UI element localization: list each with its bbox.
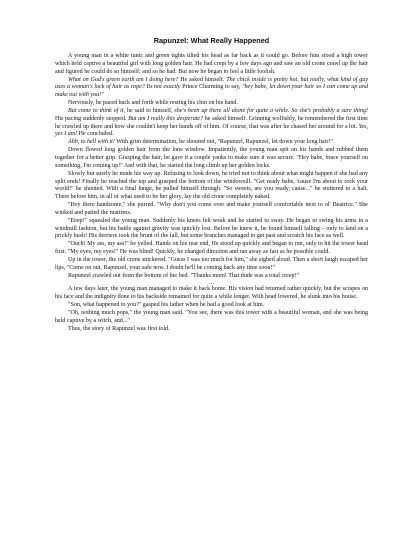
text-run: He asked himself. (178, 76, 227, 83)
text-run: "Ouch! My ass, my ass!" he yelled. Hands on his rear end, He stood up quickly and began to run, only to hit the tower head first. "My eyes, my eyes!" He was blind! Quickly, he changed direction and ran away as fast as he possible could. (55, 241, 368, 256)
paragraph (55, 310, 368, 326)
italic-text: Yes, yes I am! (55, 123, 368, 138)
paragraph (55, 326, 368, 334)
text-run: Up in the tower, the old crone snickered. "Guess I was too much for him," she sighed aloud. Then a short laugh escaped her lips, "Come on out, Rapunzel, your safe now. I doubt he'll be coming back any time soon!" (55, 256, 368, 271)
text-run: he asked himself. Grinning wolfishly, he remembered the first time he crawled up there and how she couldn't keep her hands off of him. Of course, that was after he chased her around for a bit. (55, 115, 368, 130)
paragraph (55, 77, 368, 101)
text-run: With grim determination, he shouted out, "Rapunzel, Rapunzel, let down your long hair!" (114, 139, 333, 146)
paragraph (55, 302, 368, 310)
text-run: "Eeep!" squealed the young man. Suddenly his knees felt weak and he started to sway. He began to swing his arms in a windmill fashion, but his battle against gravity was quickly lost. Before he knew it, he found himself falling – only to land on a prickly bush! His derriere took the brunt of the fall, but some branches managed to get past and scratch his face as well. (55, 217, 368, 240)
italic-text: But come to think of it, (68, 107, 126, 114)
paragraph (55, 53, 368, 77)
italic-text: she's been up there all alone for quite a while. So she's probably a sure thing! (174, 107, 368, 114)
text-run: Nervously, he paced back and forth while resting his chin on his hand. (68, 100, 238, 107)
italic-text: Ahh, to hell with it! (68, 139, 115, 146)
paragraph (55, 218, 368, 242)
text-run: Slowly but surely he made his way up. Refusing to look down, he tried not to think about what might happen if she had any split ends! Finally he reached the top and grasped the bottom of the windowsill. "Get ready babe, 'cause I'm about to rock your world!" he shouted. With a final lunge, he pulled himself through. "So sweets, are you ready, cause..." he stuttered to a halt. There before him, in all of what used to be her glory, lay the old crone completely naked. (55, 170, 368, 201)
text-run: A few days later, the young man managed to make it back home. His vision had returned rather quickly, but the scrapes on his face and the indignity done to his backside remained for quite a while longer. With head lowered, he slunk into his house. (55, 286, 368, 301)
paragraph (55, 273, 368, 281)
text-run: His pacing suddenly stopped. (55, 115, 129, 122)
paragraph (55, 147, 368, 171)
text-run: Prince Charming to say, (182, 84, 242, 91)
text-run: "Son, what happened to you?" gasped his father when he had a good look at him. (68, 302, 265, 309)
text-run: A young man in a white tunic and green tights tilted his head as far back as it could go. Before him stood a high tower which held captive a beautiful girl with long golden hair. He had crept by a few days ago and saw an old crone crawl up the hair and figured he could do so himself; and so he had. But now he began to feel a little foolish. (55, 53, 368, 75)
paragraph (55, 257, 368, 273)
text-run: "Oh, nothing much pops," the young man said. "You see, there was this tower with a beautiful woman, and she was being held captive by a witch, and..." (55, 310, 368, 324)
italic-text: What on God's green earth am I doing here? (68, 76, 179, 83)
paragraph (55, 286, 368, 302)
italic-text: "hey babe, let down your hair so I can come up and make out with you!" (55, 84, 368, 99)
italic-text: But am I really this desperate? (128, 115, 204, 122)
paragraph (55, 139, 368, 147)
italic-text: The chick inside is pretty hot, but really, what kind of guy uses a woman's lock of hair as rope? Its not exactly (55, 76, 369, 91)
paragraph (55, 241, 368, 257)
text-run: Rapunzel crawled out from the bottom of her bed. "Thanks mom! That dude was a total creep!" (68, 272, 300, 279)
paragraph (55, 108, 368, 139)
paragraph (55, 202, 368, 218)
paragraph (55, 171, 368, 202)
document-body (55, 53, 368, 334)
text-run: Down flowed long golden hair from the lone window. Impatiently, the young man spit on his hands and rubbed them together for a better grip. Grasping the hair, he gave it a couple yanks to make sure it was secure. "Hey babe, brace yourself on something, I'm coming up!" And with that, he started the long climb up her golden locks. (55, 147, 368, 169)
paragraph (55, 100, 368, 108)
text-run: He concluded. (77, 131, 114, 138)
document-title: Rapunzel: What Really Happened (153, 36, 270, 45)
section-separator: … (208, 280, 215, 287)
text-run: he said to himself, (125, 107, 175, 114)
text-run: "Hey there handsome," she purred. "Why don't you come over and make yourself comfortable next to ol' Beatrice." She winked and patted the mattress. (55, 202, 368, 216)
text-run: Thus, the story of Rapunzel was first told. (68, 325, 170, 332)
